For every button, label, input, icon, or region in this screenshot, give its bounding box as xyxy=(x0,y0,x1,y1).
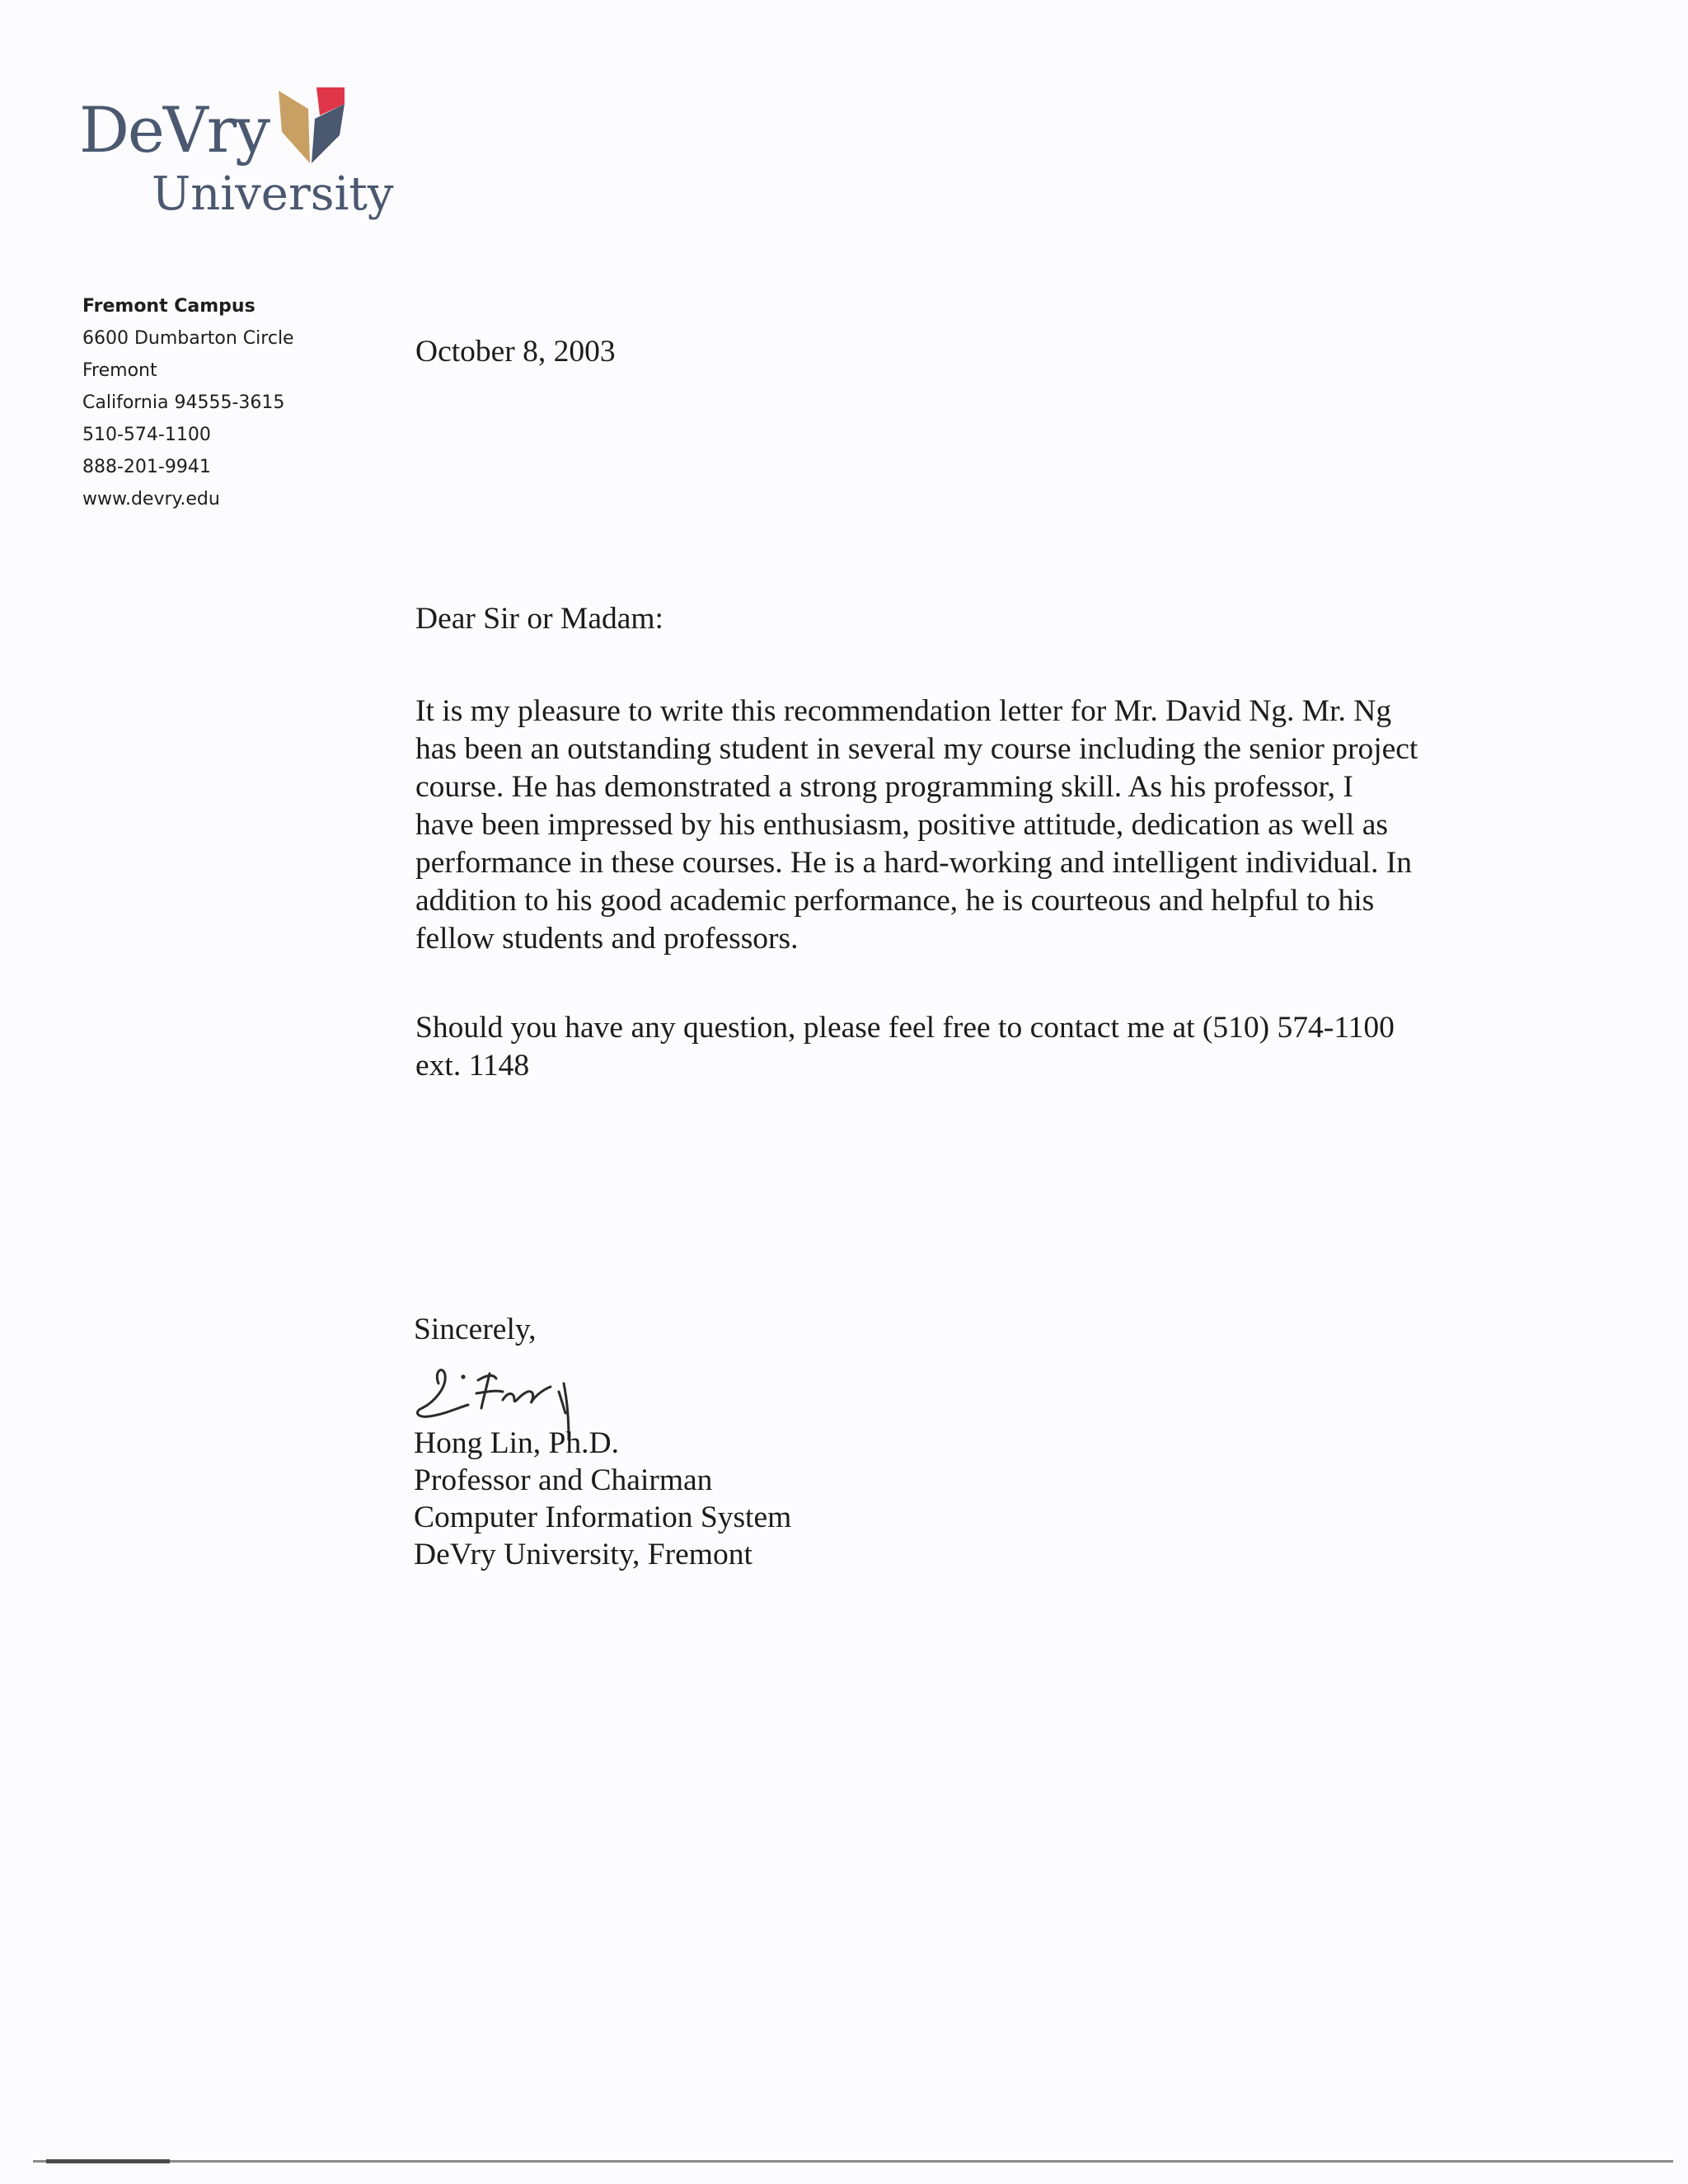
logo-text-devry: DeVry xyxy=(79,93,270,167)
salutation: Dear Sir or Madam: xyxy=(415,602,663,636)
paragraph-line: It is my pleasure to write this recommendation letter for Mr. David Ng. Mr. Ng xyxy=(415,694,1392,728)
paragraph-contact xyxy=(415,1009,1520,1085)
paragraph-line: have been impressed by his enthusiasm, positive attitude, dedication as well as xyxy=(415,808,1388,842)
paragraph-line: ext. 1148 xyxy=(415,1049,530,1083)
shield-icon xyxy=(277,86,346,165)
paragraph-line: fellow students and professors. xyxy=(415,922,799,956)
signer-department: Computer Information System xyxy=(414,1501,792,1534)
bottom-divider xyxy=(33,2160,1673,2163)
logo-text-university: University xyxy=(152,167,394,221)
phone-tollfree: 888-201-9941 xyxy=(82,457,211,477)
campus-name: Fremont Campus xyxy=(82,296,256,317)
paragraph-recommendation xyxy=(415,693,1520,958)
closing: Sincerely, xyxy=(414,1313,537,1346)
phone-primary: 510-574-1100 xyxy=(82,425,211,445)
campus-address xyxy=(82,290,294,515)
letter-date: October 8, 2003 xyxy=(415,335,616,369)
bottom-divider-accent xyxy=(46,2159,170,2163)
paragraph-line: course. He has demonstrated a strong programming skill. As his professor, I xyxy=(415,770,1353,804)
city: Fremont xyxy=(82,360,157,381)
devry-logo xyxy=(79,86,394,226)
signer-title: Professor and Chairman xyxy=(414,1463,713,1497)
website-link[interactable]: www.devry.edu xyxy=(82,489,220,510)
signature-block xyxy=(414,1425,791,1573)
paragraph-line: performance in these courses. He is a hard-working and intelligent individual. In xyxy=(415,846,1413,880)
paragraph-line: addition to his good academic performance, he is courteous and helpful to his xyxy=(415,884,1375,918)
paragraph-line: has been an outstanding student in several my course including the senior project xyxy=(415,732,1418,766)
state-zip: California 94555-3615 xyxy=(82,392,285,413)
street-address: 6600 Dumbarton Circle xyxy=(82,328,294,349)
paragraph-line: Should you have any question, please feel free to contact me at (510) 574-1100 xyxy=(415,1011,1395,1045)
signer-organization: DeVry University, Fremont xyxy=(414,1538,753,1571)
signer-name: Hong Lin, Ph.D. xyxy=(414,1426,619,1460)
